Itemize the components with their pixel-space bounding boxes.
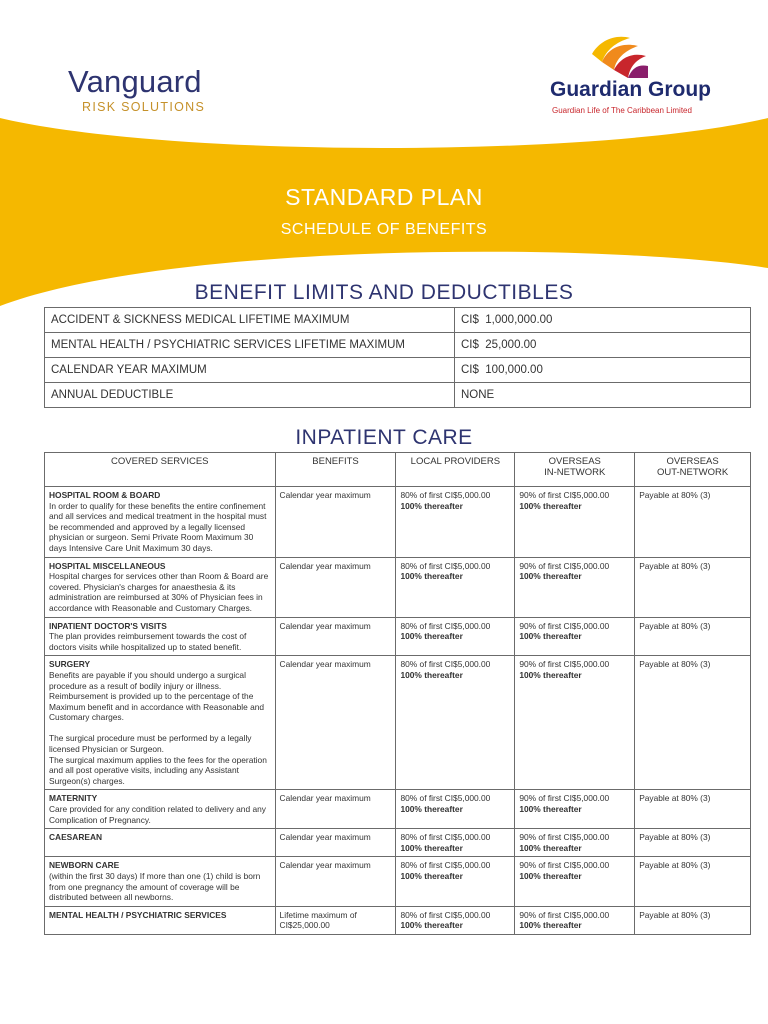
in-network-rate: 90% of first CI$5,000.00 xyxy=(519,620,610,631)
table-row xyxy=(45,790,751,829)
local-rate-thereafter: 100% thereafter xyxy=(400,871,463,881)
limit-value: NONE xyxy=(455,383,751,408)
limit-value: CI$ 1,000,000.00 xyxy=(455,308,751,333)
vanguard-logo xyxy=(68,66,205,114)
in-network-rate: 90% of first CI$5,000.00 xyxy=(519,832,610,843)
service-title: HOSPITAL MISCELLANEOUS xyxy=(49,560,166,571)
benefit-limits-table xyxy=(44,307,751,408)
local-providers-cell xyxy=(396,857,515,906)
limits-row xyxy=(45,358,751,383)
table-row xyxy=(45,487,751,558)
guardian-logo-subtitle: Guardian Life of The Caribbean Limited xyxy=(552,106,692,115)
table-row xyxy=(45,906,751,934)
local-rate: 80% of first CI$5,000.00 xyxy=(400,490,491,500)
overseas-out-network-cell: Payable at 80% (3) xyxy=(635,656,751,790)
in-network-rate: 90% of first CI$5,000.00 xyxy=(519,659,610,670)
local-rate-thereafter: 100% thereafter xyxy=(400,804,463,815)
local-rate-thereafter: 100% thereafter xyxy=(400,500,463,511)
overseas-in-network-cell xyxy=(515,906,635,934)
covered-service-cell xyxy=(45,487,276,558)
in-network-rate-thereafter: 100% thereafter xyxy=(519,871,582,881)
service-title: SURGERY xyxy=(49,659,91,670)
local-providers-cell xyxy=(396,829,515,857)
local-providers-cell xyxy=(396,487,515,558)
in-network-rate: 90% of first CI$5,000.00 xyxy=(519,793,610,804)
benefit-limits-heading: BENEFIT LIMITS AND DEDUCTIBLES xyxy=(194,281,574,304)
covered-service-cell xyxy=(45,857,276,906)
table-row xyxy=(45,617,751,656)
in-network-rate: 90% of first CI$5,000.00 xyxy=(519,860,610,871)
local-rate: 80% of first CI$5,000.00 xyxy=(400,620,491,631)
service-description: Hospital charges for services other than Room & Board are covered. Physician's charges for anaesthesia & its administration are reimbursed at 30% of Physician fees in accordance with Reasonable and Customary Charges. xyxy=(49,571,269,613)
vanguard-logo-name: Vanguard xyxy=(68,64,202,99)
in-network-rate-thereafter: 100% thereafter xyxy=(519,669,582,680)
service-description: Benefits are payable if you should undergo a surgical procedure as a result of bodily injury or illness. Reimbursement is provided up to the percentage of the Maximum benefit and in accordance with Reasonable and Customary charges. The surgical procedure must be performed by a legally licensed Physician or Surgeon. The surgical maximum applies to the fees for the operation and all post operative visits, including any Assistant Surgeon(s) charges. xyxy=(49,669,267,786)
service-description: (within the first 30 days) If more than one (1) child is born from one pregnancy the amount of coverage will be distributed between all newborns. xyxy=(49,871,261,903)
overseas-in-network-cell xyxy=(515,487,635,558)
local-rate-thereafter: 100% thereafter xyxy=(400,571,463,582)
in-network-rate-thereafter: 100% thereafter xyxy=(519,920,582,931)
limit-label: CALENDAR YEAR MAXIMUM xyxy=(45,358,455,383)
benefit-cell: Calendar year maximum xyxy=(275,487,396,558)
limit-label: ANNUAL DEDUCTIBLE xyxy=(45,383,455,408)
local-providers-cell xyxy=(396,557,515,617)
in-network-rate-thereafter: 100% thereafter xyxy=(519,500,582,511)
inpatient-care-table xyxy=(44,452,751,935)
covered-service-cell xyxy=(45,617,276,656)
column-header: OVERSEAS OUT-NETWORK xyxy=(635,453,751,487)
local-providers-cell xyxy=(396,906,515,934)
overseas-in-network-cell xyxy=(515,829,635,857)
in-network-rate: 90% of first CI$5,000.00 xyxy=(519,490,610,500)
table-row xyxy=(45,557,751,617)
limit-label: ACCIDENT & SICKNESS MEDICAL LIFETIME MAXIMUM xyxy=(45,308,455,333)
service-title: NEWBORN CARE xyxy=(49,860,120,871)
plan-title: STANDARD PLAN xyxy=(285,184,483,210)
limit-label: MENTAL HEALTH / PSYCHIATRIC SERVICES LIFETIME MAXIMUM xyxy=(45,333,455,358)
service-title: CAESAREAN xyxy=(49,832,103,843)
service-description: Care provided for any condition related to delivery and any Complication of Pregnancy. xyxy=(49,804,266,825)
limit-value: CI$ 100,000.00 xyxy=(455,358,751,383)
overseas-in-network-cell xyxy=(515,557,635,617)
local-rate: 80% of first CI$5,000.00 xyxy=(400,659,491,670)
local-rate-thereafter: 100% thereafter xyxy=(400,842,463,853)
local-rate-thereafter: 100% thereafter xyxy=(400,631,463,642)
covered-service-cell xyxy=(45,906,276,934)
local-providers-cell xyxy=(396,617,515,656)
local-rate: 80% of first CI$5,000.00 xyxy=(400,860,491,871)
benefit-cell: Calendar year maximum xyxy=(275,557,396,617)
local-rate: 80% of first CI$5,000.00 xyxy=(400,793,491,804)
overseas-out-network-cell: Payable at 80% (3) xyxy=(635,487,751,558)
in-network-rate-thereafter: 100% thereafter xyxy=(519,631,582,642)
covered-service-cell xyxy=(45,656,276,790)
benefit-cell: Lifetime maximum of CI$25,000.00 xyxy=(275,906,396,934)
column-header: OVERSEAS IN-NETWORK xyxy=(515,453,635,487)
table-row xyxy=(45,857,751,906)
limits-row xyxy=(45,308,751,333)
overseas-out-network-cell: Payable at 80% (3) xyxy=(635,790,751,829)
service-description: In order to qualify for these benefits the entire confinement and all services and medical treatment in the hospital must be recommended and approved by a legally licensed physician or surgeon. Semi Private Room Maximum 30 days Intensive Care Unit Maximum 30 days. xyxy=(49,500,267,553)
plan-subtitle: SCHEDULE OF BENEFITS xyxy=(280,221,488,238)
service-description: The plan provides reimbursement towards the cost of doctors visits while hospitalized up to stated benefit. xyxy=(49,631,247,652)
service-title: HOSPITAL ROOM & BOARD xyxy=(49,490,161,500)
overseas-in-network-cell xyxy=(515,617,635,656)
in-network-rate-thereafter: 100% thereafter xyxy=(519,571,582,582)
benefit-cell: Calendar year maximum xyxy=(275,790,396,829)
local-rate: 80% of first CI$5,000.00 xyxy=(400,909,491,920)
local-providers-cell xyxy=(396,790,515,829)
benefit-cell: Calendar year maximum xyxy=(275,829,396,857)
overseas-in-network-cell xyxy=(515,790,635,829)
overseas-out-network-cell: Payable at 80% (3) xyxy=(635,829,751,857)
local-rate-thereafter: 100% thereafter xyxy=(400,920,463,931)
guardian-logo-mark-icon xyxy=(586,34,648,80)
covered-service-cell xyxy=(45,790,276,829)
overseas-in-network-cell xyxy=(515,656,635,790)
benefit-cell: Calendar year maximum xyxy=(275,656,396,790)
in-network-rate-thereafter: 100% thereafter xyxy=(519,804,582,815)
overseas-out-network-cell: Payable at 80% (3) xyxy=(635,617,751,656)
benefit-cell: Calendar year maximum xyxy=(275,857,396,906)
vanguard-logo-subtitle: RISK SOLUTIONS xyxy=(82,100,206,114)
in-network-rate: 90% of first CI$5,000.00 xyxy=(519,560,610,571)
in-network-rate: 90% of first CI$5,000.00 xyxy=(519,909,610,920)
guardian-logo-name: Guardian Group xyxy=(550,78,712,101)
overseas-out-network-cell: Payable at 80% (3) xyxy=(635,906,751,934)
column-header: LOCAL PROVIDERS xyxy=(396,453,515,487)
local-rate: 80% of first CI$5,000.00 xyxy=(400,832,491,843)
covered-service-cell xyxy=(45,557,276,617)
column-header: BENEFITS xyxy=(275,453,396,487)
column-header: COVERED SERVICES xyxy=(45,453,276,487)
overseas-out-network-cell: Payable at 80% (3) xyxy=(635,857,751,906)
limit-value: CI$ 25,000.00 xyxy=(455,333,751,358)
header-banner xyxy=(0,0,768,320)
in-network-rate-thereafter: 100% thereafter xyxy=(519,842,582,853)
table-row xyxy=(45,829,751,857)
table-row xyxy=(45,656,751,790)
overseas-out-network-cell: Payable at 80% (3) xyxy=(635,557,751,617)
limits-row xyxy=(45,333,751,358)
limits-row xyxy=(45,383,751,408)
local-rate-thereafter: 100% thereafter xyxy=(400,669,463,680)
service-title: MENTAL HEALTH / PSYCHIATRIC SERVICES xyxy=(49,909,227,920)
benefit-cell: Calendar year maximum xyxy=(275,617,396,656)
local-providers-cell xyxy=(396,656,515,790)
overseas-in-network-cell xyxy=(515,857,635,906)
service-title: MATERNITY xyxy=(49,793,98,804)
covered-service-cell xyxy=(45,829,276,857)
local-rate: 80% of first CI$5,000.00 xyxy=(400,560,491,571)
inpatient-care-heading: INPATIENT CARE xyxy=(295,426,473,449)
service-title: INPATIENT DOCTOR'S VISITS xyxy=(49,620,167,631)
